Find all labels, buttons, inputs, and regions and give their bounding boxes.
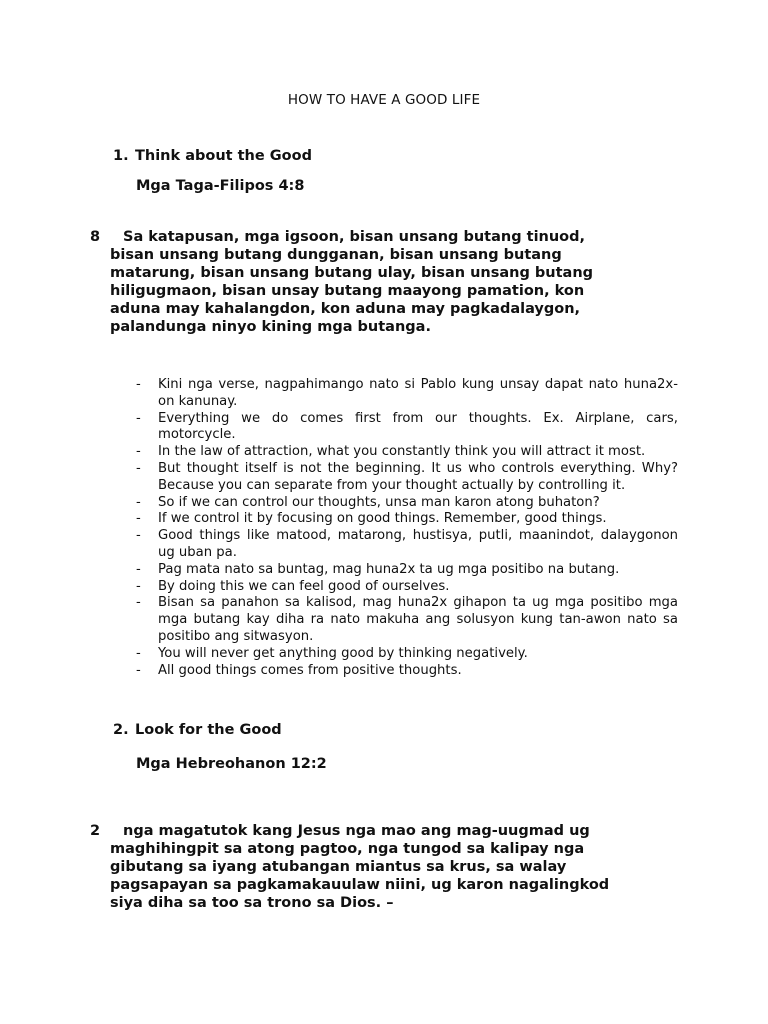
bullet-marker: -: [136, 578, 141, 594]
verse-number: 8: [90, 229, 101, 245]
scripture-reference-2: Mga Hebreohanon 12:2: [136, 756, 327, 772]
scripture-reference-1: Mga Taga-Filipos 4:8: [136, 178, 305, 194]
section-heading-text: Think about the Good: [135, 148, 312, 164]
list-item: [136, 663, 678, 680]
scripture-verse-1: [90, 228, 594, 336]
list-item-text: So if we can control our thoughts, unsa man karon atong buhaton?: [158, 494, 600, 510]
list-item: [136, 444, 678, 461]
list-item-text: If we control it by focusing on good things. Remember, good things.: [158, 511, 607, 527]
list-item-text: Everything we do comes first from our thoughts. Ex. Airplane, cars, motorcycle.: [158, 410, 678, 443]
list-item-text: Bisan sa panahon sa kalisod, mag huna2x gihapon ta ug mga positibo mga mga butang kay diha ra nato makuha ang solusyon kung tan-awon nato sa positibo ang sitwasyon.: [158, 595, 678, 644]
section-heading-1: [113, 148, 312, 164]
bullet-marker: -: [136, 528, 141, 544]
bullet-marker: -: [136, 460, 141, 476]
verse-line: nga magatutok kang Jesus nga mao ang mag-uugmad ug: [123, 823, 590, 839]
bullet-marker: -: [136, 645, 141, 661]
verse-line: maghihingpit sa atong pagtoo, nga tungod sa kalipay nga: [110, 841, 585, 857]
verse-line: pagsapayan sa pagkamakauulaw niini, ug karon nagalingkod: [110, 877, 610, 893]
list-item-text: Pag mata nato sa buntag, mag huna2x ta ug mga positibo na butang.: [158, 561, 620, 577]
section-heading-2: [113, 722, 282, 738]
bullet-marker: -: [136, 595, 141, 611]
bullet-marker: -: [136, 662, 141, 678]
list-item-text: You will never get anything good by thinking negatively.: [158, 645, 528, 661]
bullet-marker: -: [136, 377, 141, 392]
list-item-text: Kini nga verse, nagpahimango nato si Pablo kung unsay dapat nato huna2x-on kanunay.: [158, 377, 678, 409]
list-item: [136, 411, 678, 445]
verse-line: bisan unsang butang dungganan, bisan unsang butang: [110, 247, 562, 263]
list-item: [136, 528, 678, 562]
section-number: 2.: [113, 722, 129, 738]
list-item: [136, 461, 678, 495]
list-item-text: Good things like matood, matarong, hustisya, putli, maanindot, dalaygonon ug uban pa.: [158, 528, 678, 560]
document-title: HOW TO HAVE A GOOD LIFE: [287, 92, 481, 108]
list-item: [136, 511, 678, 528]
section-heading-text: Look for the Good: [135, 722, 282, 738]
verse-line: Sa katapusan, mga igsoon, bisan unsang butang tinuod,: [123, 229, 586, 245]
list-item: [136, 579, 678, 596]
bullet-marker: -: [136, 511, 141, 527]
bullet-marker: -: [136, 561, 141, 577]
verse-line: palandunga ninyo kining mga butanga.: [110, 319, 431, 335]
list-item-text: In the law of attraction, what you constantly think you will attract it most.: [158, 444, 646, 460]
verse-line: hiligugmaon, bisan unsay butang maayong pamation, kon: [110, 283, 585, 299]
bullet-marker: -: [136, 444, 141, 460]
list-item: [136, 495, 678, 512]
list-item: [136, 646, 678, 663]
bullet-marker: -: [136, 494, 141, 510]
list-item-text: But thought itself is not the beginning. It us who controls everything. Why? Because you can separate from your thought actually by controlling it.: [158, 460, 678, 493]
bullet-marker: -: [136, 410, 141, 426]
list-item: [136, 377, 678, 411]
list-item: [136, 595, 678, 645]
list-item: [136, 562, 678, 579]
notes-list: [136, 377, 678, 679]
verse-line: aduna may kahalangdon, kon aduna may pagkadalaygon,: [110, 301, 581, 317]
list-item-text: By doing this we can feel good of ourselves.: [158, 578, 450, 594]
verse-line: gibutang sa iyang atubangan miantus sa krus, sa walay: [110, 859, 567, 875]
scripture-verse-2: [90, 822, 610, 912]
verse-line: siya diha sa too sa trono sa Dios. –: [110, 895, 394, 911]
verse-number: 2: [90, 823, 101, 839]
section-number: 1.: [113, 148, 129, 164]
verse-line: matarung, bisan unsang butang ulay, bisan unsang butang: [110, 265, 594, 281]
list-item-text: All good things comes from positive thoughts.: [158, 662, 462, 678]
